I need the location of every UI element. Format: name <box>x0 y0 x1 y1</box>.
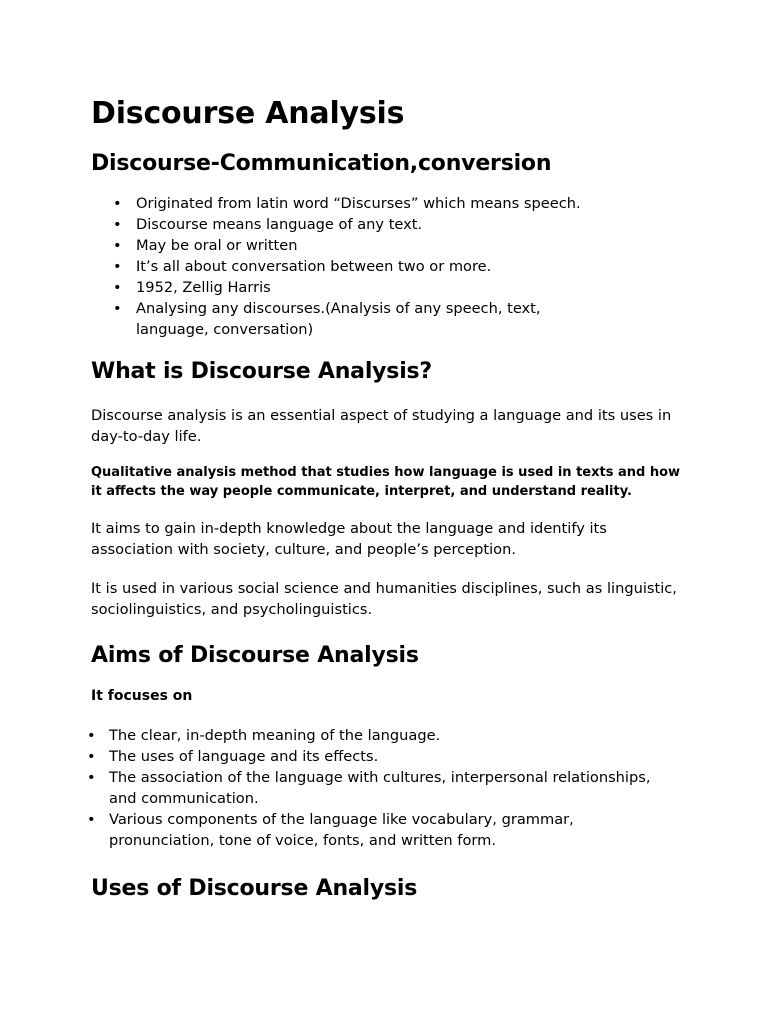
list-item: • The clear, in-depth meaning of the language. <box>91 725 679 746</box>
section-heading-what-is: What is Discourse Analysis? <box>91 359 432 384</box>
list-item: • Various components of the language like vocabulary, grammar, pronunciation, tone of voice, fonts, and written form. <box>91 809 679 851</box>
paragraph-qualitative-method: Qualitative analysis method that studies how language is used in texts and how it affects the way people communicate, interpret, and understand reality. <box>91 465 681 499</box>
paragraph-disciplines: It is used in various social science and humanities disciplines, such as linguistic, sociolinguistics, and psycholinguistics. <box>91 580 677 618</box>
paragraph-aims: It aims to gain in-depth knowledge about the language and identify its association with society, culture, and people’s perception. <box>91 520 607 558</box>
list-item: • Discourse means language of any text. <box>91 214 616 235</box>
list-item: • Analysing any discourses.(Analysis of any speech, text, language, conversation) <box>91 298 616 340</box>
focuses-on-label: It focuses on <box>91 688 193 704</box>
section-heading-uses: Uses of Discourse Analysis <box>91 876 418 901</box>
list-item: • May be oral or written <box>91 235 616 256</box>
paragraph-definition: Discourse analysis is an essential aspect of studying a language and its uses in day-to-day life. <box>91 407 672 445</box>
list-item: • 1952, Zellig Harris <box>91 277 616 298</box>
list-item: • The association of the language with cultures, interpersonal relationships, and communication. <box>91 767 679 809</box>
list-item: • It’s all about conversation between two or more. <box>91 256 616 277</box>
discourse-bullet-list <box>91 193 768 340</box>
aims-bullet-list <box>91 725 768 851</box>
list-item: • The uses of language and its effects. <box>91 746 679 767</box>
list-item: • Originated from latin word “Discurses” which means speech. <box>91 193 616 214</box>
section-heading-discourse: Discourse-Communication,conversion <box>91 151 552 176</box>
document-title: Discourse Analysis <box>91 96 405 131</box>
section-heading-aims: Aims of Discourse Analysis <box>91 643 419 668</box>
